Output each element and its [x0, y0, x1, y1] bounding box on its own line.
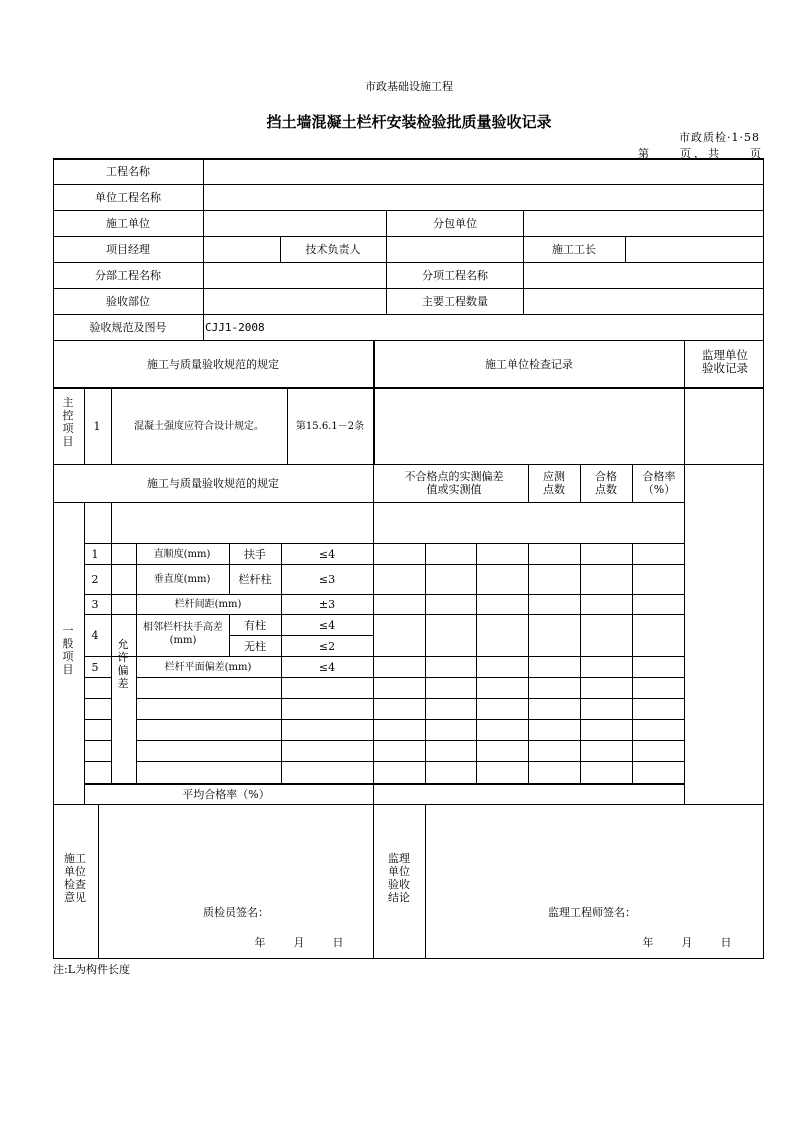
supervisor-conclusion-label: 监理单位验收结论	[388, 852, 410, 904]
division-name-label: 分部工程名称	[95, 269, 161, 282]
construction-unit-label: 施工单位	[106, 217, 150, 230]
row-2-value: ≤3	[318, 573, 336, 586]
main-control-label: 主控项目	[62, 396, 74, 448]
row-4-sub-b: 无柱	[244, 640, 266, 653]
row-1-name: 直顺度(mm)	[153, 549, 211, 560]
row-4-sub-a: 有柱	[244, 619, 266, 632]
page-info: 第 页，共 页	[638, 147, 764, 160]
construction-date: 年 月 日	[254, 936, 346, 949]
row-1-no: 1	[91, 548, 99, 561]
engineer-signature-label: 监理工程师签名：	[548, 906, 636, 919]
project-manager-label: 项目经理	[106, 243, 150, 256]
row-5-no: 5	[91, 661, 99, 674]
general-items-label: 一般项目	[62, 624, 74, 676]
average-pass-rate-label: 平均合格率（%）	[182, 788, 270, 801]
project-name-label: 工程名称	[106, 165, 150, 178]
inspector-signature-label: 质检员签名：	[203, 906, 269, 919]
standard-value: CJJ1-2008	[205, 321, 265, 334]
standard-label: 验收规范及图号	[89, 321, 167, 334]
main-item-no: 1	[93, 420, 101, 433]
item-name-label: 分项工程名称	[422, 269, 488, 282]
should-points-header: 应测点数	[543, 470, 565, 496]
row-5-value: ≤4	[318, 661, 336, 674]
row-4-name: 相邻栏杆扶手高差(mm)	[143, 622, 223, 646]
row-2-no: 2	[91, 573, 99, 586]
footnote: 注:L为构件长度	[53, 963, 131, 976]
row-4-no: 4	[91, 629, 99, 642]
technical-lead-label: 技术负责人	[305, 243, 361, 256]
row-1-sub: 扶手	[244, 548, 266, 561]
top-caption: 市政基础设施工程	[365, 80, 453, 93]
site-foreman-label: 施工工长	[552, 243, 596, 256]
check-record-header: 施工单位检查记录	[485, 358, 573, 371]
row-2-sub: 栏杆柱	[238, 573, 272, 586]
row-5-name: 栏杆平面偏差(mm)	[164, 662, 252, 673]
page-title: 挡土墙混凝土栏杆安装检验批质量验收记录	[266, 113, 552, 131]
pass-rate-header: 合格率（%）	[642, 470, 676, 496]
row-3-name: 栏杆间距(mm)	[174, 599, 242, 610]
unit-project-name-label: 单位工程名称	[95, 191, 161, 204]
supervisor-date: 年 月 日	[642, 936, 734, 949]
acceptance-part-label: 验收部位	[106, 295, 150, 308]
main-quantity-label: 主要工程数量	[422, 295, 488, 308]
supervisor-record-header: 监理单位验收记录	[702, 348, 748, 375]
row-1-value: ≤4	[318, 548, 336, 561]
deviation-header: 不合格点的实测偏差值或实测值	[404, 470, 504, 496]
subcontract-unit-label: 分包单位	[433, 217, 477, 230]
row-4-value-b: ≤2	[318, 640, 336, 653]
construction-opinion-label: 施工单位检查意见	[64, 852, 86, 904]
pass-points-header: 合格点数	[595, 470, 617, 496]
allowed-deviation-label: 允许偏差	[117, 638, 129, 690]
row-4-value-a: ≤4	[318, 619, 336, 632]
spec-header: 施工与质量验收规范的规定	[147, 358, 279, 371]
main-item-clause: 第15.6.1－2条	[295, 421, 365, 432]
row-2-name: 垂直度(mm)	[153, 574, 211, 585]
form-code: 市政质检·1·58	[679, 131, 760, 144]
spec-header-2: 施工与质量验收规范的规定	[147, 477, 279, 490]
row-3-no: 3	[91, 598, 99, 611]
row-3-value: ±3	[318, 598, 336, 611]
main-item-text: 混凝土强度应符合设计规定。	[134, 421, 264, 432]
